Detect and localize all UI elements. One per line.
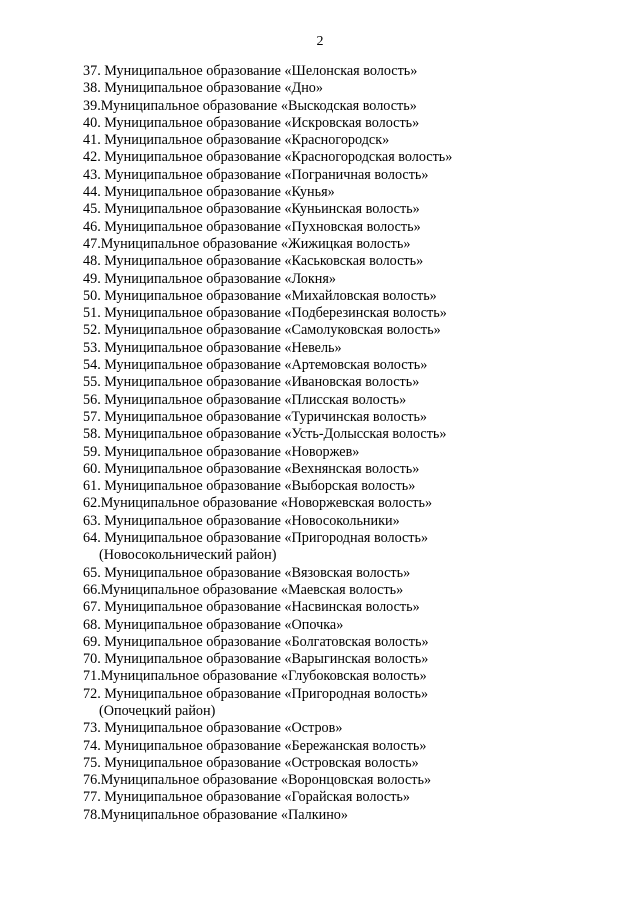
list-item: 72. Муниципальное образование «Пригородная волость» [83,685,429,702]
list-item: 69. Муниципальное образование «Болгатовская волость» [83,633,429,650]
list-item: 70. Муниципальное образование «Варыгинская волость» [83,651,429,668]
list-item: 41. Муниципальное образование «Красногородск» [83,132,390,149]
list-item: 45. Муниципальное образование «Куньинская волость» [83,201,420,218]
list-item: 73. Муниципальное образование «Остров» [83,720,343,737]
list-item: 60. Муниципальное образование «Вехнянская волость» [83,460,420,477]
list-item: 43. Муниципальное образование «Пограничная волость» [83,166,429,183]
page-number: 2 [316,34,324,49]
list-item: 47.Муниципальное образование «Жижицкая волость» [83,235,411,252]
list-item: 51. Муниципальное образование «Подберезинская волость» [83,305,447,322]
list-item: 38. Муниципальное образование «Дно» [83,80,323,97]
list-item: 68. Муниципальное образование «Опочка» [83,616,344,633]
list-item: 50. Муниципальное образование «Михайловская волость» [83,287,437,304]
list-item: 53. Муниципальное образование «Невель» [83,339,342,356]
municipality-list [83,63,603,824]
list-item: 63. Муниципальное образование «Новосокольники» [83,512,400,529]
list-item: 59. Муниципальное образование «Новоржев» [83,443,360,460]
list-item-continuation: (Опочецкий район) [99,702,216,719]
list-item: 56. Муниципальное образование «Плисская волость» [83,391,407,408]
list-item: 75. Муниципальное образование «Островская волость» [83,754,419,771]
list-item: 65. Муниципальное образование «Вязовская волость» [83,564,411,581]
list-item: 78.Муниципальное образование «Палкино» [83,806,348,823]
list-item: 42. Муниципальное образование «Красногородская волость» [83,149,453,166]
list-item: 55. Муниципальное образование «Ивановская волость» [83,374,420,391]
list-item: 76.Муниципальное образование «Воронцовская волость» [83,772,432,789]
list-item: 48. Муниципальное образование «Каськовская волость» [83,253,424,270]
list-item: 71.Муниципальное образование «Глубоковская волость» [83,668,427,685]
list-item: 46. Муниципальное образование «Пухновская волость» [83,218,421,235]
list-item: 37. Муниципальное образование «Шелонская волость» [83,63,418,79]
list-item: 52. Муниципальное образование «Самолуковская волость» [83,322,441,339]
list-item: 49. Муниципальное образование «Локня» [83,270,336,287]
list-item-continuation: (Новосокольнический район) [99,547,277,564]
list-item: 61. Муниципальное образование «Выборская волость» [83,478,416,495]
list-item: 74. Муниципальное образование «Бережанская волость» [83,737,427,754]
list-item: 77. Муниципальное образование «Горайская волость» [83,789,410,806]
list-item: 39.Муниципальное образование «Выскодская волость» [83,97,417,114]
list-item: 54. Муниципальное образование «Артемовская волость» [83,357,428,374]
list-item: 67. Муниципальное образование «Насвинская волость» [83,599,420,616]
list-item: 64. Муниципальное образование «Пригородная волость» [83,530,429,547]
list-item: 57. Муниципальное образование «Туричинская волость» [83,408,428,425]
list-item: 40. Муниципальное образование «Искровская волость» [83,114,420,131]
list-item: 58. Муниципальное образование «Усть-Долысская волость» [83,426,447,443]
list-item: 66.Муниципальное образование «Маевская волость» [83,581,404,598]
list-item: 44. Муниципальное образование «Кунья» [83,184,335,201]
list-item: 62.Муниципальное образование «Новоржевская волость» [83,495,433,512]
